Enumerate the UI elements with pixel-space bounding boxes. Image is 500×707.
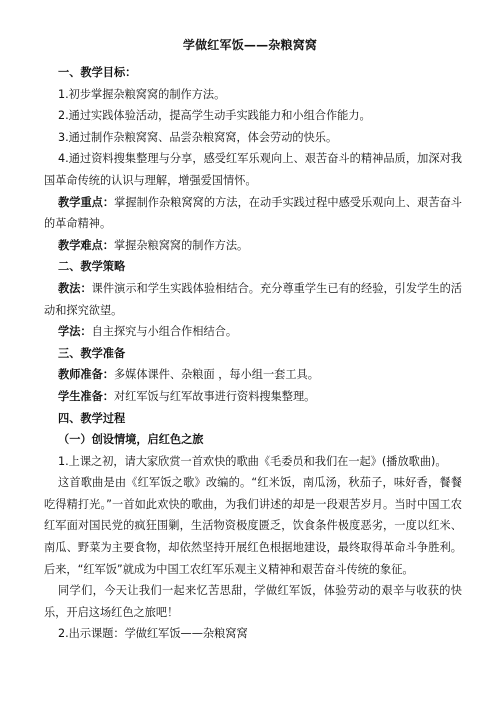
- teacher-preparation-text: 多媒体课件、杂粮面 ，每小组一套工具。: [113, 368, 319, 382]
- teaching-method-text: 课件演示和学生实践体验相结合。充分尊重学生已有的经验，引发学生的活动和探究欲望。: [44, 281, 462, 317]
- learning-method-label: 学法：: [58, 325, 92, 339]
- key-point-label: 教学重点：: [58, 195, 115, 209]
- document-body: [44, 62, 462, 645]
- goal-2: 2.通过实践体验活动，提高学生动手实践能力和小组合作能力。: [58, 109, 371, 123]
- document-title: 学做红军饭——杂粮窝窝: [182, 38, 318, 52]
- section-heading-strategy: 二、教学策略: [58, 260, 126, 274]
- difficult-point-label: 教学难点：: [58, 238, 114, 252]
- teacher-preparation: [44, 364, 462, 386]
- process-paragraph-3: 同学们，今天让我们一起来忆苦思甜，学做红军饭，体验劳动的艰辛与收获的快乐，开启这场红色之旅吧！: [44, 584, 462, 619]
- student-preparation-label: 学生准备：: [58, 389, 114, 403]
- teaching-method-label: 教法：: [58, 281, 92, 295]
- difficult-point-text: 掌握杂粮窝窝的制作方法。: [113, 238, 249, 252]
- key-point: [44, 192, 462, 235]
- goal-1: 1.初步掌握杂粮窝窝的制作方法。: [58, 87, 226, 101]
- section-heading-preparation: 三、教学准备: [58, 346, 126, 360]
- learning-method: [44, 321, 462, 343]
- section-heading-process: 四、教学过程: [58, 411, 126, 425]
- difficult-point: [44, 235, 462, 257]
- section-heading-goals: 一、教学目标：: [58, 66, 137, 79]
- teacher-preparation-label: 教师准备：: [58, 368, 114, 382]
- student-preparation: [44, 386, 462, 408]
- goal-3: 3.通过制作杂粮窝窝、品尝杂粮窝窝，体会劳动的快乐。: [58, 130, 338, 144]
- teaching-method: [44, 278, 462, 321]
- learning-method-text: 自主探究与小组合作相结合。: [91, 325, 238, 339]
- process-paragraph-2: 这首歌曲是由《红军饭之歌》改编的。“红米饭，南瓜汤，秋茄子，味好香，餐餐吃得精打光。”一首如此欢快的歌曲，为我们讲述的却是一段艰苦岁月。当时中国工农红军面对国民党的疯狂围剿，生活物资极度匮乏，饮食条件极度恶劣，一度以红米、南瓜、野菜为主要食物，却依然坚持开展红色根据地建设，最终取得革命斗争胜利。后来，“红军饭”就成为中国工农红军乐观主义精神和艰苦奋斗传统的象征。: [44, 476, 462, 576]
- subsection-heading-1: （一）创设情境，启红色之旅: [58, 433, 204, 447]
- goal-4: 4.通过资料搜集整理与分享，感受红军乐观向上、艰苦奋斗的精神品质，加深对我国革命传统的认识与理解，增强爱国情怀。: [44, 152, 462, 187]
- process-paragraph-4: 2.出示课题：学做红军饭——杂粮窝窝: [58, 627, 248, 641]
- process-paragraph-1: 1.上课之初，请大家欣赏一首欢快的歌曲《毛委员和我们在一起》(播放歌曲)。: [58, 454, 447, 468]
- student-preparation-text: 对红军饭与红军故事进行资料搜集整理。: [113, 389, 316, 403]
- key-point-text: 掌握制作杂粮窝窝的方法，在动手实践过程中感受乐观向上、艰苦奋斗的革命精神。: [44, 195, 462, 231]
